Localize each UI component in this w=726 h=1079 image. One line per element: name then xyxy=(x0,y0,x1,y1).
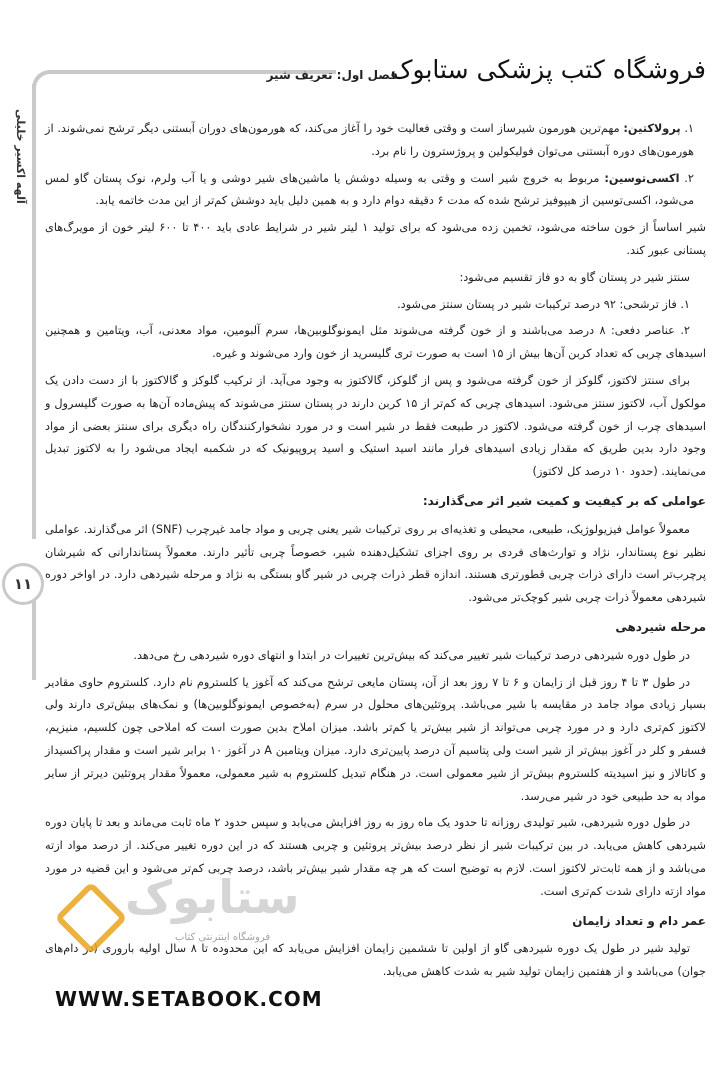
phase-item-2: ۲. عناصر دفعی: ۸ درصد می‌باشند و از خون گرفته می‌شوند مثل ایمونوگلوبین‌ها، سرم آلبومین، مواد معدنی، آب، ویتامین و همچنین اسیدهای چربی که تعداد کربن آن‌ها بیش از ۱۵ است به صورت تری گلیسرید از خون وارد می‌شوند و غیره. xyxy=(45,324,706,361)
paragraph-age: تولید شیر در طول یک دوره شیردهی گاو از اولین تا ششمین زایمان افزایش می‌یابد که این محدوده تا ۸ سال اولیه باروری (در دام‌های جوان) می‌باشد و از هفتمین زایمان تولید شیر به شدت کاهش می‌یابد. xyxy=(45,942,706,979)
watermark-tagline: فروشگاه اینترنتی کتاب xyxy=(175,932,271,943)
page-frame-left xyxy=(32,84,36,539)
page-content xyxy=(45,118,706,988)
term-prolactin: پرولاکتین: xyxy=(623,122,681,135)
heading-factors: عواملی که بر کیفیت و کمیت شیر اثر می‌گذارند: xyxy=(422,493,706,508)
author-name: آلهه اکسیر خلیلی xyxy=(14,108,27,204)
heading-lactation-stage: مرحله شیردهی xyxy=(615,619,706,634)
term-oxytocin: اکسی‌توسین: xyxy=(604,171,680,185)
page-number: ۱۱ xyxy=(2,563,44,605)
text-oxytocin: مربوط به خروج شیر است و وقتی به وسیله دوشش یا ماشین‌های شیر دوشی و یا آب ولرم، نوک پستان گاو لمس می‌شود، اکسی‌توسین از هیپوفیز ترشح شده که مدت ۶ دقیقه دوام دارد و به همین دلیل باید دوشش کم‌تر از این مدت خاتمه یابد. xyxy=(45,171,694,208)
heading-age: عمر دام و تعداد زایمان xyxy=(572,913,706,928)
list-item-prolactin: ۱. پرولاکتین: مهم‌ترین هورمون شیرساز است و وقتی فعالیت خود را آغاز می‌کند، که هورمون‌های دوران آبستنی دیگر ترشح نمی‌شوند. از هورمون‌های دوره آبستنی می‌توان فولیکولین و پروژسترون را نام برد. xyxy=(45,122,694,158)
paragraph-blood: شیر اساساً از خون ساخته می‌شود، تخمین زده می‌شود که برای تولید ۱ لیتر شیر در شرایط عادی باید ۴۰۰ تا ۶۰۰ لیتر خون از مویرگ‌های پستانی عبور کند. xyxy=(45,221,706,257)
paragraph-stage-3: در طول دوره شیردهی، شیر تولیدی روزانه تا حدود یک ماه روز به روز افزایش می‌یابد و سپس حدود ۲ ماه ثابت می‌ماند و بعد تا پایان دوره شیردهی کاهش می‌یابد. در بین ترکیبات شیر از نظر درصد بیش‌تر پروتئین و چربی هستند که در این دوره تغییر می‌کند. از درصد مواد ازته می‌باشد و از همه ثابت‌تر لاکتوز است. لازم به توضیح است که هر چه مقدار شیر بیش‌تر باشد، درصد چربی کم‌تر می‌شود و این قضیه در مورد مواد ازته دارای شدت کم‌تری است. xyxy=(45,816,706,898)
watermark-logo-icon xyxy=(54,881,127,954)
list-item-oxytocin: ۲. اکسی‌توسین: مربوط به خروج شیر است و وقتی به وسیله دوشش یا ماشین‌های شیر دوشی و یا آب ولرم، نوک پستان گاو لمس می‌شود، اکسی‌توسین از هیپوفیز ترشح شده که مدت ۶ دقیقه دوام دارد و به همین دلیل باید دوشش کم‌تر از این مدت خاتمه یابد. xyxy=(45,171,694,208)
paragraph-phases: سنتز شیر در پستان گاو به دو فاز تقسیم می‌شود: xyxy=(459,270,690,284)
paragraph-factors: معمولاً عوامل فیزیولوژیک، طبیعی، محیطی و تغذیه‌ای بر روی ترکیبات شیر یعنی چربی و مواد جامد غیرچرب (SNF) اثر می‌گذارند. عواملی نظیر نوع پستاندار، نژاد و توارث‌های فردی بر روی اجزای تشکیل‌دهنده شیر، خصوصاً چربی تأثیر دارند. معمولاً پستاندارانی که شیرشان پرچرب‌تر است دارای ذرات چربی قطورتری هستند. اندازه قطر ذرات چربی در شیر گاو بستگی به نژاد و مرحله شیردهی دارد. در اواخر دوره شیردهی معمولاً ذرات چربی شیر کوچک‌تر می‌شود. xyxy=(45,522,706,605)
watermark-logo-text: ستابوک xyxy=(125,870,300,924)
store-title-overlay: فروشگاه کتب پزشکی ستابوک xyxy=(390,55,706,84)
paragraph-stage-1: در طول دوره شیردهی درصد ترکیبات شیر تغییر می‌کند که بیش‌ترین تغییرات در ابتدا و انتهای دوره شیردهی رخ می‌دهد. xyxy=(133,648,690,662)
text-prolactin: مهم‌ترین هورمون شیرساز است و وقتی فعالیت خود را آغاز می‌کند، که هورمون‌های دوران آبستنی دیگر ترشح نمی‌شوند. از هورمون‌های دوره آبستنی می‌توان فولیکولین و پروژسترون را نام برد. xyxy=(45,122,694,158)
paragraph-stage-2: در طول ۳ تا ۴ روز قبل از زایمان و ۶ تا ۷ روز بعد از آن، پستان مایعی ترشح می‌کند که آغوز یا کلستروم نام دارد. کلستروم حاوی مقادیر بسیار زیادی مواد جامد در مقایسه با شیر می‌باشد. پروتئین‌های محلول در سرم (به‌خصوص ایمونوگلوبین‌ها) و نمک‌های بیش‌تری دارند ولی لاکتوز کم‌تری دارد و در مورد چربی می‌تواند از شیر بیش‌تر یا کم‌تر باشد. میزان املاح بدین صورت است که املاحی چون کلسیم، منیزیم، فسفر و کلر در آغوز بیش‌تر از شیر است ولی پتاسیم آن درصد پایین‌تری دارد. میزان ویتامین A در آغوز ۱۰ برابر شیر است و مقدار پراکسیداز و کاتالاز و نیز اسیدیته کلستروم بیش‌تر از شیر معمولی است. در هنگام تبدیل کلستروم به شیر معمولی، معمولاً مقدار پروتئین دیرتر از سایر مواد به حد طبیعی خود در شیر می‌رسد. xyxy=(45,675,706,803)
phase-item-1: ۱. فاز ترشحی: ۹۲ درصد ترکیبات شیر در پستان سنتز می‌شود. xyxy=(397,297,690,311)
watermark xyxy=(55,870,330,995)
page-frame-bottom xyxy=(32,600,36,680)
chapter-title: فصل اول: تعریف شیر xyxy=(266,68,398,82)
watermark-url: WWW.SETABOOK.COM xyxy=(55,987,323,1011)
paragraph-lactose: برای سنتز لاکتوز، گلوکز از خون گرفته می‌شود و پس از گلوکز، گالاکتوز به وجود می‌آید. از ترکیب گلوکز و گالاکتوز با از دست دادن یک مولکول آب، لاکتوز سنتز می‌شود. اسیدهای چربی که کم‌تر از ۱۵ کربن دارند در پستان سنتز می‌شوند که پیش‌ماده آن‌ها به صورت گلیسرول و اسیدهای چرب از خون گرفته می‌شود. لاکتوز در طبیعت فقط در شیر است و در مورد نشخوارکنندگان راه دیگری برای سنتز بعضی از مواد وجود دارد بدین طریق که مقدار زیادی اسیدهای فرار مانند اسید استیک و اسید پروپیونیک که در شکمبه ایجاد می‌شود را به لاکتوز تبدیل می‌نمایند. (حدود ۱۰ درصد کل لاکتوز) xyxy=(45,373,707,479)
